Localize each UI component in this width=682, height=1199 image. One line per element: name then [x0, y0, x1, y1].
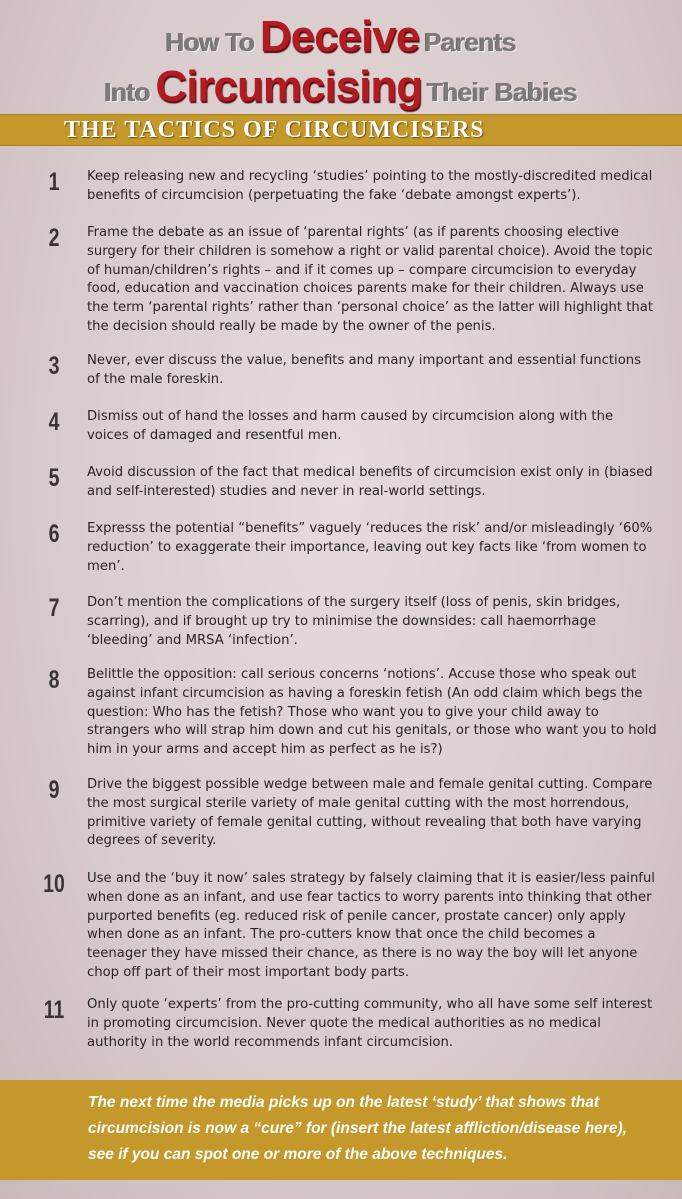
title [0, 0, 682, 118]
title-line-2 [0, 62, 682, 112]
item-number: 3 [48, 352, 60, 380]
item-text: Frame the debate as an issue of ‘parental rights’ (as if parents choosing elective surgery for their children is somehow a right or valid parental choice). Avoid the topic of human/children’s rights – and if it comes up – compare circumcision to everyday food, education and vaccination choices parents make for their children. Always use the term ‘parental rights’ rather than ‘personal choice’ as the latter will highlight that the decision should really be made by the owner of the penis. [87, 225, 653, 334]
item-number: 10 [43, 870, 65, 898]
item-number: 1 [48, 168, 60, 196]
item-number: 9 [48, 776, 60, 804]
title-how-to: How To [165, 27, 255, 57]
item-text: Keep releasing new and recycling ‘studies’ pointing to the mostly-discredited medical benefits of circumcision (perpetuating the fake ‘debate amongst experts’). [87, 169, 653, 203]
title-into: Into [104, 77, 151, 107]
item-text: Dismiss out of hand the losses and harm caused by circumcision along with the voices of damaged and resentful men. [87, 409, 614, 443]
item-text: Expresss the potential “benefits” vaguely ‘reduces the risk’ and/or misleadingly ‘60% reduction’ to exaggerate their importance, leaving out key facts like ‘from women to men’. [87, 521, 653, 574]
title-line-1 [0, 12, 682, 62]
item-number: 6 [48, 520, 60, 548]
footer-callout [0, 1080, 682, 1180]
item-text: Avoid discussion of the fact that medical benefits of circumcision exist only in (biased and self-interested) studies and never in real-world settings. [87, 465, 653, 499]
item-text: Only quote ‘experts’ from the pro-cutting community, who all have some self interest in promoting circumcision. Never quote the medical authorities as no medical authority in the world recommends infant circumcision. [87, 997, 653, 1050]
item-number: 4 [48, 408, 60, 436]
title-deceive: Deceive [259, 12, 420, 61]
banner-title: THE TACTICS OF CIRCUMCISERS [64, 117, 485, 143]
item-text: Never, ever discuss the value, benefits and many important and essential functions of the male foreskin. [87, 353, 641, 387]
title-their-babies: Their Babies [427, 77, 578, 107]
title-circumcising: Circumcising [155, 62, 423, 111]
item-text: Don’t mention the complications of the surgery itself (loss of penis, skin bridges, scarring), and if brought up try to minimise the downsides: call haemorrhage ‘bleeding’ and MRSA ‘infection’. [87, 595, 621, 648]
item-number: 7 [48, 594, 60, 622]
item-number: 2 [48, 224, 60, 252]
item-number: 5 [48, 464, 60, 492]
item-number: 8 [48, 666, 60, 694]
footer-text: The next time the media picks up on the latest ‘study’ that shows that circumcision is now a “cure” for (insert the latest affliction/disease here), see if you can spot one or more of the above techniques. [88, 1094, 627, 1163]
section-banner [0, 114, 682, 146]
title-parents: Parents [424, 27, 517, 57]
item-number: 11 [43, 996, 65, 1024]
item-text: Use and the ‘buy it now’ sales strategy by falsely claiming that it is easier/less painful when done as an infant, and use fear tactics to worry parents into thinking that other purported benefits (eg. reduced risk of penile cancer, prostate cancer) only apply when done as an infant. The pro-cutters know that once the child becomes a teenager they have missed their chance, as there is no way the boy will let anyone chop off part of their most important body parts. [87, 871, 655, 980]
item-text: Drive the biggest possible wedge between male and female genital cutting. Compare the most surgical sterile variety of male genital cutting with the most horrendous, primitive variety of female genital cutting, without revealing that both have varying degrees of severity. [87, 777, 653, 849]
item-text: Belittle the opposition: call serious concerns ‘notions’. Accuse those who speak out against infant circumcision as having a foreskin fetish (An odd claim which begs the question: Who has the fetish? Those who want you to give your child away to strangers who will strap him down and cut his genitals, or those who want you to hold him in your arms and accept him as perfect as he is?) [87, 667, 657, 758]
